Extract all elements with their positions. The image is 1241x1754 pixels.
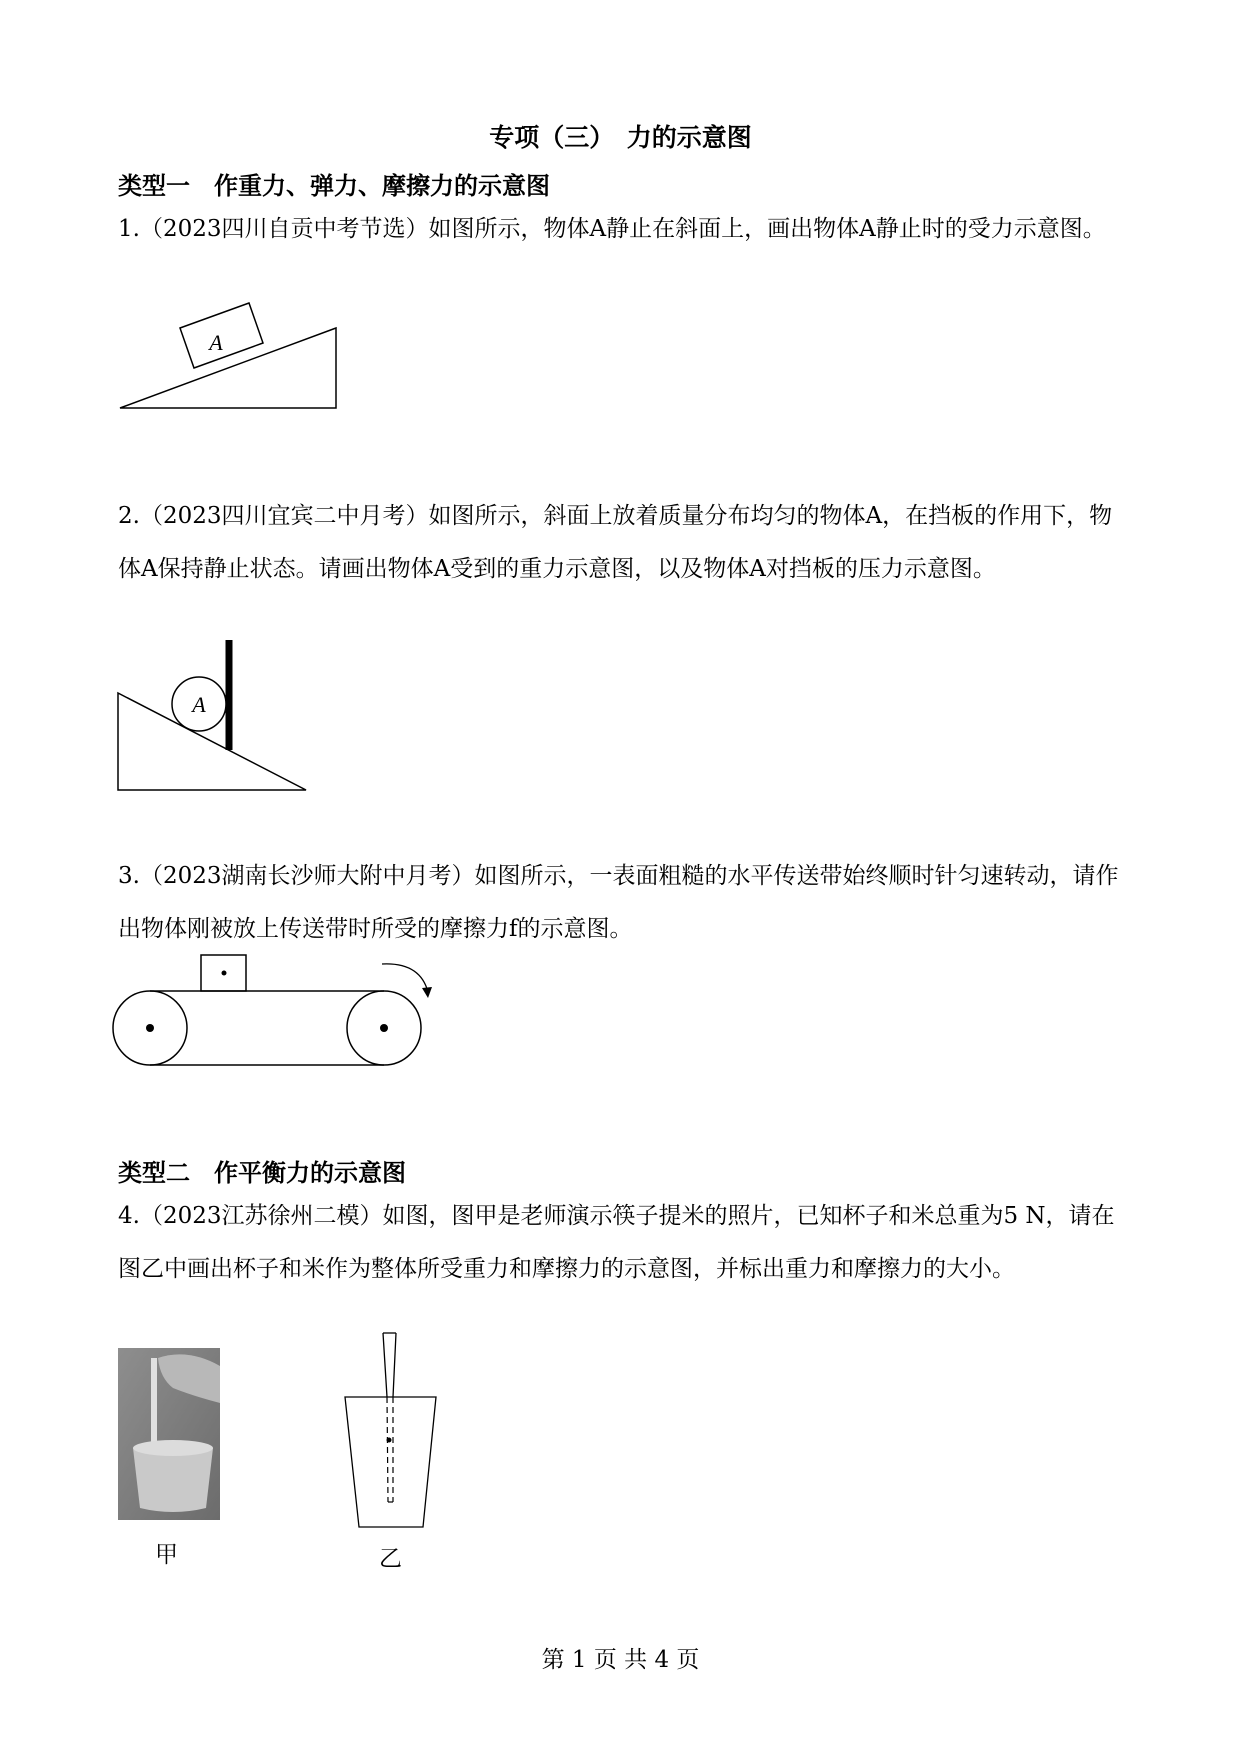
section-1-heading: 类型一 作重力、弹力、摩擦力的示意图 — [118, 172, 550, 200]
figure-4b-caption: 乙 — [379, 1546, 402, 1572]
question-2-text: 2.（2023四川宜宾二中月考）如图所示，斜面上放着质量分布均匀的物体A，在挡板的作用下，物体A保持静止状态。请画出物体A受到的重力示意图，以及物体A对挡板的压力示意图。 — [118, 503, 1113, 582]
section-2-heading: 类型二 作平衡力的示意图 — [118, 1159, 406, 1187]
figure-4a-caption: 甲 — [155, 1542, 178, 1568]
question-3-text: 3.（2023湖南长沙师大附中月考）如图所示，一表面粗糙的水平传送带始终顺时针匀速转动，请作出物体刚被放上传送带时所受的摩擦力f的示意图。 — [118, 863, 1119, 942]
figure-2-incline-board — [110, 638, 320, 798]
figure-4a-photo — [118, 1348, 220, 1520]
figure-4b-cup — [335, 1325, 445, 1535]
page-footer: 第 1 页 共 4 页 — [541, 1647, 700, 1673]
figure-2-label-a: A — [192, 692, 206, 717]
question-4-text: 4.（2023江苏徐州二模）如图，图甲是老师演示筷子提米的照片，已知杯子和米总重为5 N，请在图乙中画出杯子和米作为整体所受重力和摩擦力的示意图，并标出重力和摩擦力的大小。 — [118, 1203, 1115, 1282]
page-title: 专项（三） 力的示意图 — [489, 123, 752, 152]
question-1-text: 1.（2023四川自贡中考节选）如图所示，物体A静止在斜面上，画出物体A静止时的受力示意图。 — [118, 216, 1106, 242]
figure-1-label-a: A — [209, 330, 223, 355]
figure-3-conveyor — [110, 950, 440, 1070]
figure-1-incline — [110, 300, 350, 415]
